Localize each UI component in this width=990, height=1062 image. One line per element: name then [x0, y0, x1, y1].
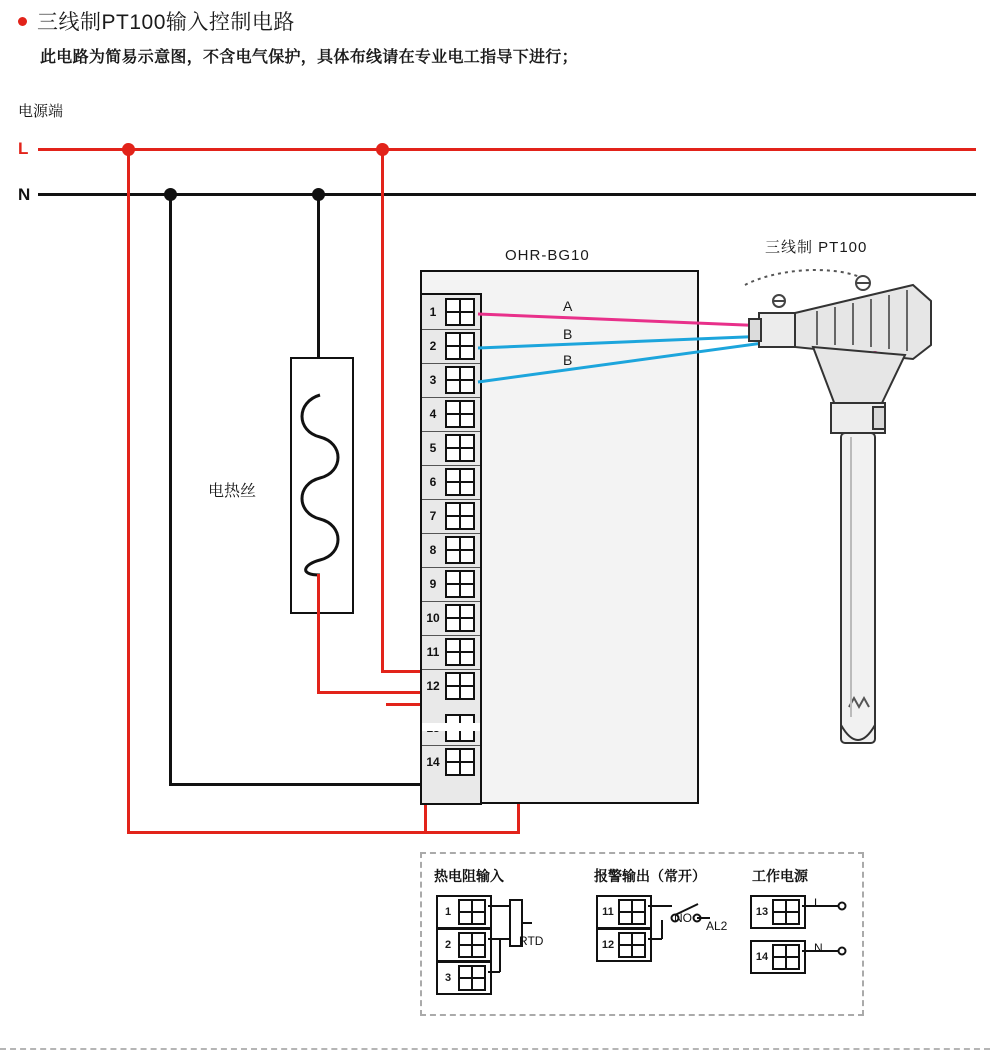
terminal-strip-gap — [420, 723, 482, 731]
bullet-icon — [18, 17, 27, 26]
terminal-number: 3 — [429, 373, 437, 387]
terminal-screw-icon[interactable] — [445, 748, 475, 776]
terminal-screw-icon[interactable] — [445, 400, 475, 428]
terminal-row-7[interactable] — [422, 499, 480, 534]
live-drop-wire-right — [381, 148, 384, 673]
terminal-screw-icon — [618, 899, 646, 925]
legend-rtd-note: RTD — [519, 934, 544, 948]
terminal-screw-icon[interactable] — [445, 536, 475, 564]
live-drop-wire-left — [127, 148, 130, 834]
legend-terminal-12 — [596, 928, 652, 962]
terminal-screw-icon[interactable] — [445, 468, 475, 496]
terminal-number: 5 — [429, 441, 437, 455]
terminal-row-12[interactable] — [422, 669, 480, 703]
terminal-screw-icon[interactable] — [445, 638, 475, 666]
legend-terminal-13 — [750, 895, 806, 929]
terminal-screw-icon — [458, 932, 486, 958]
legend-terminal-11 — [596, 895, 652, 929]
neutral-bus-line — [38, 193, 976, 196]
terminal-screw-icon — [458, 965, 486, 991]
terminal-row-9[interactable] — [422, 567, 480, 602]
legend-terminal-number: 11 — [602, 906, 614, 918]
legend-power-leads — [802, 890, 862, 970]
terminal-screw-icon — [458, 899, 486, 925]
power-source-label: 电源端 — [18, 103, 64, 120]
terminal-number: 9 — [429, 577, 437, 591]
legend-terminal-number: 1 — [444, 906, 452, 918]
wire-label-b1: B — [563, 326, 573, 342]
junction-dot-n2 — [312, 188, 325, 201]
legend-l-label: L — [814, 896, 821, 910]
legend-no-label: NO — [674, 911, 692, 925]
terminal-row-5[interactable] — [422, 431, 480, 466]
line-n-label: N — [18, 185, 31, 204]
legend-title-power: 工作电源 — [752, 868, 808, 884]
legend-terminal-number: 3 — [444, 972, 452, 984]
terminal-screw-icon[interactable] — [445, 672, 475, 700]
page-title-row — [18, 6, 295, 36]
wire-label-a: A — [563, 298, 573, 314]
neutral-drop-wire-left — [169, 193, 172, 785]
legend-title-rtd: 热电阻输入 — [434, 868, 504, 884]
terminal-number: 6 — [429, 475, 437, 489]
wire-label-b2: B — [563, 352, 573, 368]
terminal-number: 10 — [426, 611, 440, 625]
bottom-divider — [0, 1048, 990, 1050]
legend-terminal-number: 14 — [755, 951, 769, 963]
terminal-screw-icon — [618, 932, 646, 958]
terminal-row-6[interactable] — [422, 465, 480, 500]
heater-label: 电热丝 — [208, 483, 257, 500]
device-model-label: OHR-BG10 — [505, 247, 590, 264]
pt100-sensor-illustration — [735, 255, 955, 775]
junction-dot-l2 — [376, 143, 389, 156]
heater-coil-icon — [290, 357, 352, 612]
junction-dot-n1 — [164, 188, 177, 201]
page-subtitle: 此电路为简易示意图，不含电气保护，具体布线请在专业电工指导下进行； — [40, 49, 578, 66]
terminal-row-10[interactable] — [422, 601, 480, 636]
terminal-13-return-wire — [127, 831, 520, 834]
heater-bottom-wire — [317, 574, 320, 694]
terminal-screw-icon[interactable] — [445, 502, 475, 530]
terminal-row-4[interactable] — [422, 397, 480, 432]
terminal-number: 11 — [426, 645, 440, 659]
neutral-to-terminal-14-wire — [169, 783, 427, 786]
heater-to-terminal-12-wire — [317, 691, 427, 694]
terminal-screw-icon — [772, 944, 800, 970]
legend-title-alarm: 报警输出（常开） — [594, 868, 706, 884]
terminal-number: 2 — [429, 339, 437, 353]
terminal-screw-icon[interactable] — [445, 604, 475, 632]
legend-terminal-14 — [750, 940, 806, 974]
legend-terminal-number: 12 — [601, 939, 615, 951]
terminal-row-14[interactable] — [422, 745, 480, 779]
legend-terminal-number: 2 — [444, 939, 452, 951]
legend-terminal-2 — [436, 928, 492, 962]
live-bus-line — [38, 148, 976, 151]
line-l-label: L — [18, 139, 29, 158]
legend-terminal-number: 13 — [755, 906, 769, 918]
terminal-number: 1 — [429, 305, 437, 319]
legend-n-label: N — [814, 941, 823, 955]
terminal-number: 14 — [426, 755, 440, 769]
terminal-screw-icon[interactable] — [445, 434, 475, 462]
terminal-row-8[interactable] — [422, 533, 480, 568]
legend-terminal-1 — [436, 895, 492, 929]
junction-dot-l1 — [122, 143, 135, 156]
legend-al2-label: AL2 — [706, 919, 728, 933]
terminal-number: 7 — [429, 509, 437, 523]
terminal-screw-icon[interactable] — [445, 570, 475, 598]
terminal-row-11[interactable] — [422, 635, 480, 670]
sensor-name-label: 三线制 PT100 — [765, 239, 868, 256]
terminal-screw-icon — [772, 899, 800, 925]
terminal-number: 8 — [429, 543, 437, 557]
terminal-number: 12 — [426, 679, 440, 693]
terminal-number: 4 — [429, 407, 437, 421]
legend-terminal-3 — [436, 961, 492, 995]
page-title: 三线制PT100输入控制电路 — [37, 11, 295, 34]
